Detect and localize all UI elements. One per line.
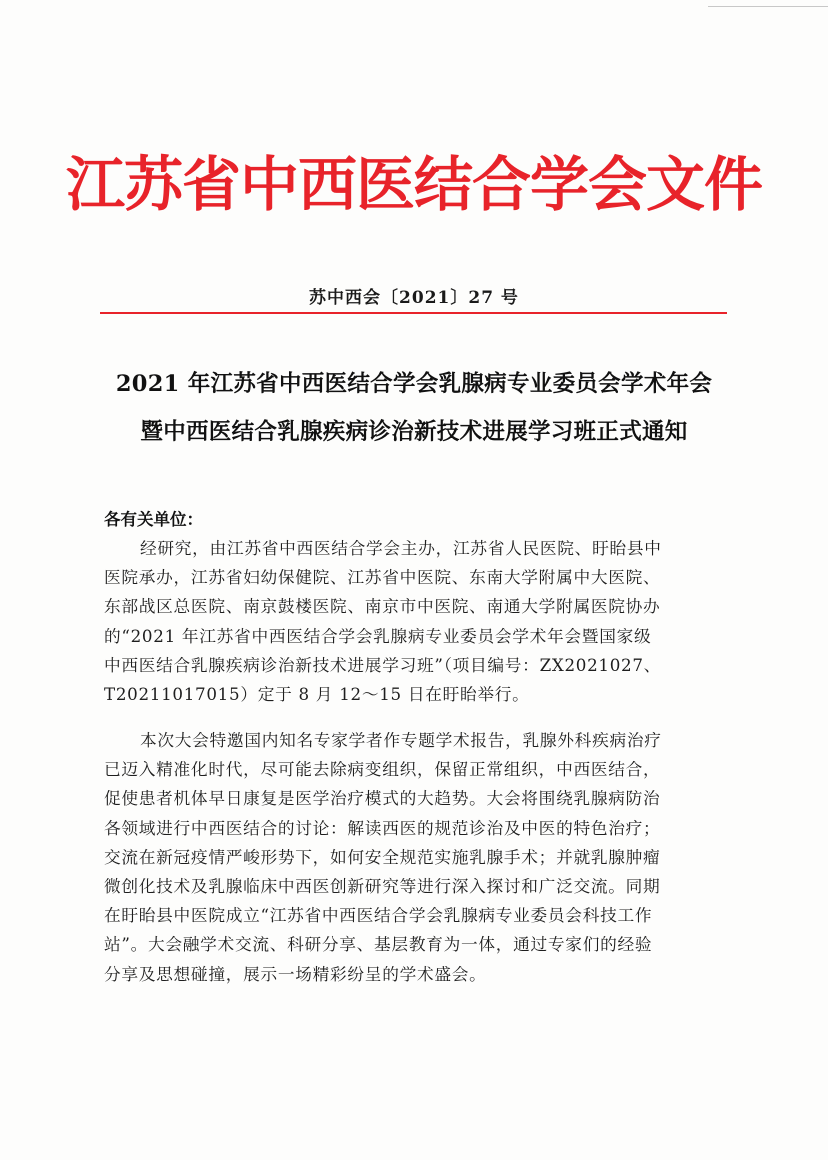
paragraph-line: T20211017015）定于 8 月 12～15 日在盱眙举行。 <box>104 683 530 704</box>
document-header-title: 江苏省中西医结合学会文件 <box>65 150 762 219</box>
salutation: 各有关单位： <box>104 510 203 529</box>
paragraph-line: 各领域进行中西医结合的讨论：解读西医的规范诊治及中医的特色治疗； <box>104 817 661 838</box>
scan-corner-mark <box>708 0 828 7</box>
notice-title-line-2: 暨中西医结合乳腺疾病诊治新技术进展学习班正式通知 <box>140 419 688 445</box>
paragraph-line: 微创化技术及乳腺临床中西医创新研究等进行深入探讨和广泛交流。同期 <box>104 875 661 896</box>
header-divider-line <box>100 312 727 314</box>
paragraph-line: 已迈入精准化时代，尽可能去除病变组织，保留正常组织，中西医结合， <box>104 759 661 780</box>
paragraph-line: 交流在新冠疫情严峻形势下，如何安全规范实施乳腺手术；并就乳腺肿瘤 <box>104 846 661 867</box>
paragraph-line: 的“2021 年江苏省中西医结合学会乳腺病专业委员会学术年会暨国家级 <box>104 625 652 646</box>
body-paragraph-2 <box>104 726 736 989</box>
paragraph-line: 经研究，由江苏省中西医结合学会主办，江苏省人民医院、盱眙县中 <box>140 538 662 558</box>
paragraph-line: 东部战区总医院、南京鼓楼医院、南京市中医院、南通大学附属医院协办 <box>104 596 661 617</box>
document-number: 苏中西会〔2021〕27 号 <box>309 288 519 308</box>
paragraph-line: 分享及思想碰撞，展示一场精彩纷呈的学术盛会。 <box>104 963 487 984</box>
paragraph-line: 本次大会特邀国内知名专家学者作专题学术报告，乳腺外科疾病治疗 <box>140 730 662 750</box>
paragraph-line: 在盱眙县中医院成立“江苏省中西医结合学会乳腺病专业委员会科技工作 <box>104 905 653 926</box>
notice-title-line-1: 2021 年江苏省中西医结合学会乳腺病专业委员会学术年会 <box>115 371 713 397</box>
body-paragraph-1 <box>104 534 736 709</box>
paragraph-line: 站”。大会融学术交流、科研分享、基层教育为一体，通过专家们的经验 <box>104 934 653 955</box>
paragraph-line: 医院承办，江苏省妇幼保健院、江苏省中医院、东南大学附属中大医院、 <box>104 567 661 588</box>
paragraph-line: 中西医结合乳腺疾病诊治新技术进展学习班”（项目编号：ZX2021027、 <box>104 654 662 675</box>
paragraph-line: 促使患者机体早日康复是医学治疗模式的大趋势。大会将围绕乳腺病防治 <box>104 788 661 809</box>
